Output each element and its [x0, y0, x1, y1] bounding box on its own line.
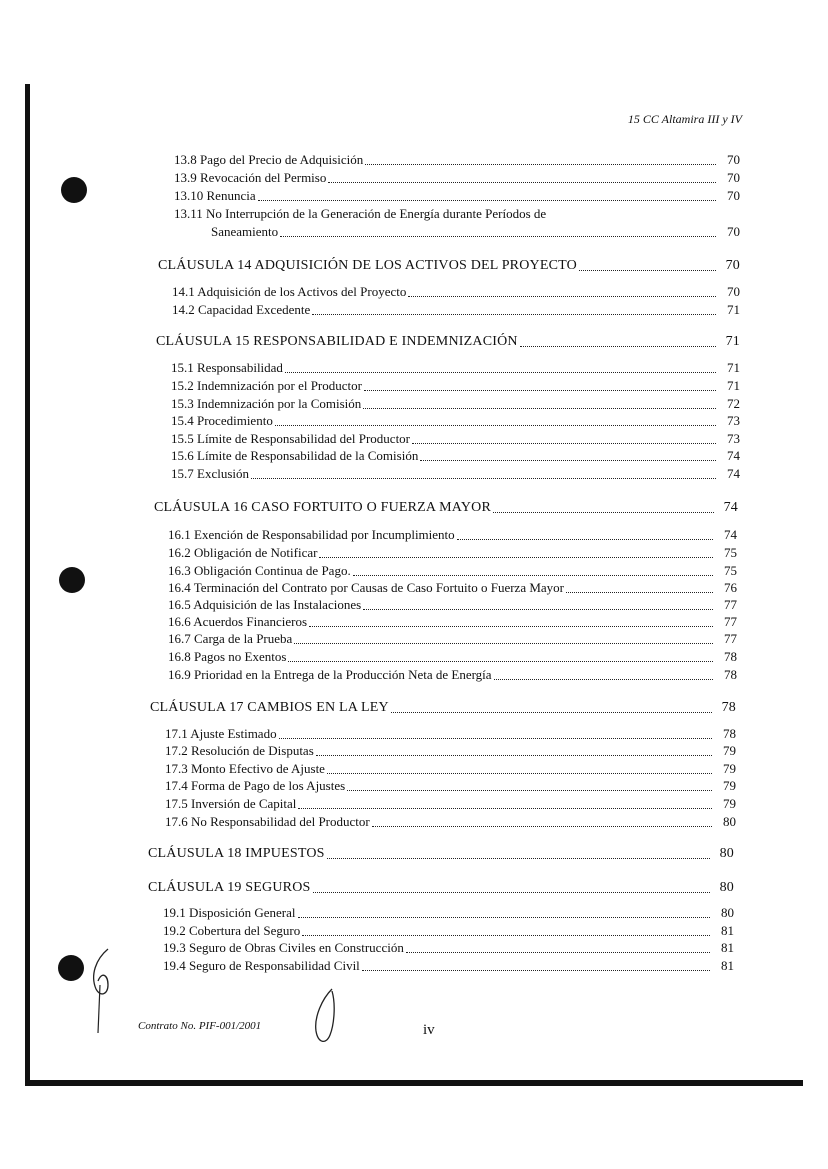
toc-clause[interactable]: CLÁUSULA 19 SEGUROS 80 — [148, 880, 734, 895]
toc-clause[interactable]: CLÁUSULA 14 ADQUISICIÓN DE LOS ACTIVOS DEL PROYECTO 70 — [158, 258, 740, 273]
page-number: iv — [423, 1022, 435, 1038]
toc-entry[interactable]: 16.5 Adquisición de las Instalaciones 77 — [168, 597, 737, 612]
toc-clause[interactable]: CLÁUSULA 18 IMPUESTOS 80 — [148, 846, 734, 861]
toc-entry[interactable]: 15.2 Indemnización por el Productor 71 — [171, 378, 740, 393]
toc-entry[interactable]: 16.2 Obligación de Notificar 75 — [168, 545, 737, 560]
toc-entry[interactable]: 16.3 Obligación Continua de Pago. 75 — [168, 563, 737, 578]
toc-clause[interactable]: CLÁUSULA 16 CASO FORTUITO O FUERZA MAYOR 74 — [154, 500, 738, 515]
toc-clause[interactable]: CLÁUSULA 17 CAMBIOS EN LA LEY 78 — [150, 700, 736, 715]
toc-entry[interactable]: 16.4 Terminación del Contrato por Causas de Caso Fortuito o Fuerza Mayor 76 — [168, 580, 737, 595]
toc-entry[interactable]: 16.1 Exención de Responsabilidad por Incumplimiento 74 — [168, 527, 737, 542]
toc-entry[interactable]: 13.8 Pago del Precio de Adquisición 70 — [174, 152, 740, 167]
toc-entry[interactable]: 17.3 Monto Efectivo de Ajuste 79 — [165, 761, 736, 776]
toc-entry[interactable]: 17.2 Resolución de Disputas 79 — [165, 743, 736, 758]
toc-entry[interactable]: 19.1 Disposición General 80 — [163, 905, 734, 920]
page-header: 15 CC Altamira III y IV — [627, 112, 742, 126]
toc-entry[interactable]: 15.3 Indemnización por la Comisión 72 — [171, 396, 740, 411]
toc-entry[interactable]: 17.4 Forma de Pago de los Ajustes 79 — [165, 778, 736, 793]
toc-entry[interactable]: 16.9 Prioridad en la Entrega de la Producción Neta de Energía 78 — [168, 667, 737, 682]
toc-entry[interactable]: 15.5 Límite de Responsabilidad del Productor 73 — [171, 431, 740, 446]
toc-entry-line[interactable]: 13.11 No Interrupción de la Generación de Energía durante Períodos de — [174, 206, 547, 221]
toc-entry[interactable]: 14.1 Adquisición de los Activos del Proyecto 70 — [172, 284, 740, 299]
toc-entry[interactable]: Saneamiento 70 — [211, 224, 740, 239]
toc-entry[interactable]: 15.7 Exclusión 74 — [171, 466, 740, 481]
toc-entry[interactable]: 19.4 Seguro de Responsabilidad Civil 81 — [163, 958, 734, 973]
toc-clause[interactable]: CLÁUSULA 15 RESPONSABILIDAD E INDEMNIZACIÓN 71 — [156, 334, 740, 349]
contract-number: Contrato No. PIF-001/2001 — [138, 1020, 262, 1032]
toc-entry[interactable]: 16.7 Carga de la Prueba 77 — [168, 631, 737, 646]
toc-entry[interactable]: 16.6 Acuerdos Financieros 77 — [168, 614, 737, 629]
toc-entry[interactable]: 17.1 Ajuste Estimado 78 — [165, 726, 736, 741]
toc-entry[interactable]: 13.10 Renuncia 70 — [174, 188, 740, 203]
toc-entry[interactable]: 19.3 Seguro de Obras Civiles en Construcción 81 — [163, 940, 734, 955]
toc-entry[interactable]: 14.2 Capacidad Excedente 71 — [172, 302, 740, 317]
toc-entry[interactable]: 17.6 No Responsabilidad del Productor 80 — [165, 814, 736, 829]
toc-entry[interactable]: 13.9 Revocación del Permiso 70 — [174, 170, 740, 185]
toc-entry[interactable]: 15.6 Límite de Responsabilidad de la Comisión 74 — [171, 448, 740, 463]
toc-entry[interactable]: 15.1 Responsabilidad 71 — [171, 360, 740, 375]
toc-entry[interactable]: 16.8 Pagos no Exentos 78 — [168, 649, 737, 664]
toc-entry[interactable]: 15.4 Procedimiento 73 — [171, 413, 740, 428]
toc-entry[interactable]: 19.2 Cobertura del Seguro 81 — [163, 923, 734, 938]
handwritten-initial-mark — [86, 945, 120, 1037]
handwritten-signature-mark — [310, 985, 340, 1047]
toc-entry[interactable]: 17.5 Inversión de Capital 79 — [165, 796, 736, 811]
